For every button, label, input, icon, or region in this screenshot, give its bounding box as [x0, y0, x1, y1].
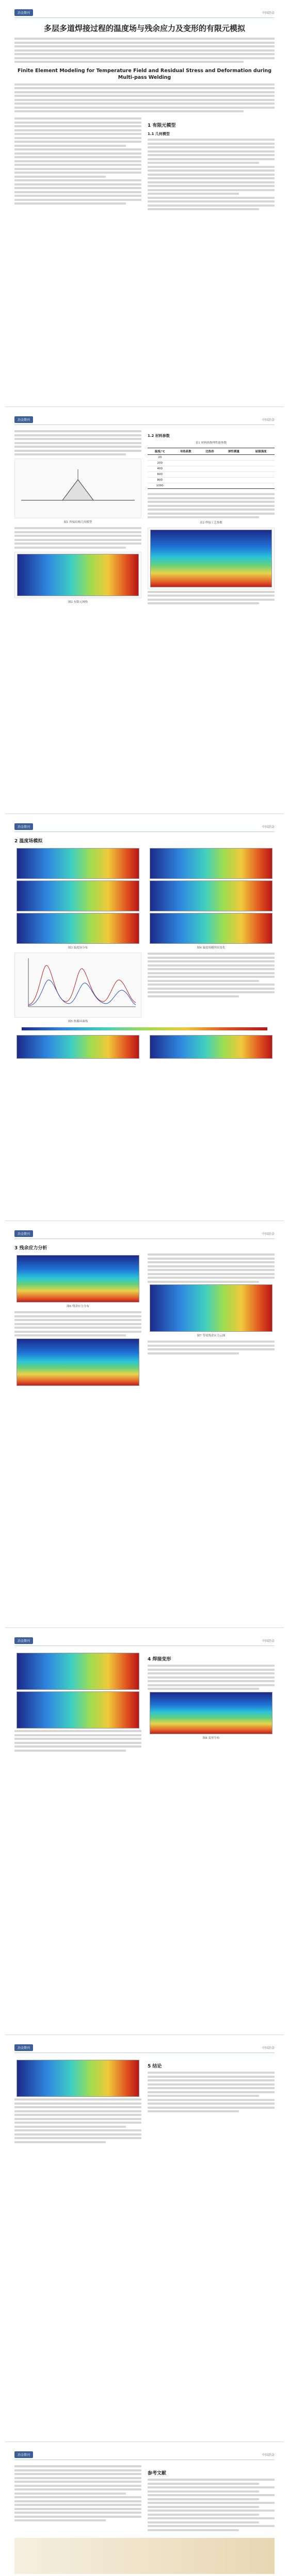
section-heading-2: 2 温度场模拟	[14, 839, 43, 844]
figure-5-caption: 图5 热循环曲线	[68, 1020, 88, 1023]
running-head-journal-7: 中国冶金	[262, 2453, 275, 2457]
running-head-2	[14, 416, 275, 425]
page-1	[5, 0, 284, 407]
table-1-header: 屈服强度	[247, 448, 275, 455]
running-head-journal-3: 中国冶金	[262, 825, 275, 829]
journal-logo-3: 冶金期刊	[14, 823, 33, 830]
temperature-contour-3d	[150, 530, 272, 587]
temp-contour-h	[150, 1035, 272, 1059]
figure-1-caption: 图1 焊接结构几何模型	[63, 521, 92, 524]
footer-banner	[14, 2538, 275, 2574]
column-right	[148, 117, 275, 212]
table-1-cell: 200	[148, 461, 172, 466]
temp-contour-c	[17, 913, 139, 944]
running-head-3	[14, 823, 275, 832]
table-1-cell	[220, 483, 248, 489]
table-1-cell	[247, 461, 275, 466]
table-1-cell	[199, 466, 220, 472]
figure-3d	[148, 528, 275, 589]
running-head-journal-4: 中国冶金	[262, 1232, 275, 1236]
table-1-cell	[199, 483, 220, 489]
page-3	[5, 814, 284, 1221]
deformation-contour-a	[150, 1692, 272, 1734]
table-1-cell	[247, 483, 275, 489]
stress-contour-a	[17, 1255, 139, 1302]
table-1-row	[148, 461, 275, 466]
table-1-cell	[220, 455, 248, 461]
figure-8-caption: 图8 变形分布	[202, 1736, 220, 1740]
table-1-row	[148, 483, 275, 489]
column-left-7	[14, 2465, 141, 2533]
table-1-cell: 600	[148, 472, 172, 478]
table-1-header: 比热容	[199, 448, 220, 455]
mesh-contour	[17, 554, 139, 596]
table-1-cell	[199, 478, 220, 483]
table-1-cell	[172, 461, 200, 466]
section-heading-1-2: 1.2 材料参数	[148, 434, 170, 438]
page-6	[5, 2035, 284, 2442]
table-1-cell	[172, 466, 200, 472]
table-1-cell	[220, 472, 248, 478]
column-right-3	[148, 846, 275, 1026]
journal-logo-7: 冶金期刊	[14, 2451, 33, 2458]
paper-title-cn: 多层多道焊接过程的温度场与残余应力及变形的有限元模拟	[43, 24, 245, 33]
figure-3-caption: 图3 温度场分布	[68, 946, 88, 950]
column-left-5	[14, 1651, 141, 1753]
table-1-cell: 400	[148, 466, 172, 472]
figure-6-caption: 图6 残余应力分布	[67, 1305, 89, 1308]
temp-contour-e	[150, 880, 272, 911]
stress-contour-d	[17, 1653, 139, 1690]
column-left-3	[14, 846, 141, 1026]
section-heading-4: 4 焊接变形	[148, 1657, 171, 1662]
table-1-cell: 1000	[148, 483, 172, 489]
thermal-cycle-chart	[15, 953, 141, 1015]
table-1-cell	[220, 466, 248, 472]
table-1-cell	[247, 478, 275, 483]
table-1-row	[148, 472, 275, 478]
section-heading-3: 3 残余应力分析	[14, 1246, 47, 1251]
table-1-cell	[172, 472, 200, 478]
temp-contour-f	[150, 913, 272, 944]
table-1-row	[148, 466, 275, 472]
geometry-diagram	[15, 459, 141, 516]
running-head-journal-2: 中国冶金	[262, 418, 275, 422]
column-right-6	[148, 2058, 275, 2145]
table-1-row	[148, 478, 275, 483]
column-left-2	[14, 430, 141, 607]
table-1-cell	[247, 472, 275, 478]
references-heading: 参考文献	[148, 2471, 167, 2476]
temp-contour-d	[150, 848, 272, 879]
stress-contour-c	[150, 1284, 272, 1332]
section-heading-1: 1 有限元模型	[148, 123, 176, 129]
table-1-cell	[199, 472, 220, 478]
page-4	[5, 1221, 284, 1628]
running-head-5	[14, 1637, 275, 1646]
running-head-7	[14, 2451, 275, 2460]
table-1-cell	[247, 466, 275, 472]
references	[148, 2465, 275, 2533]
running-head-journal-6: 中国冶金	[262, 2046, 275, 2050]
table-1-cell	[199, 461, 220, 466]
section-heading-1-1: 1.1 几何模型	[148, 132, 170, 137]
running-head-6	[14, 2044, 275, 2053]
temp-contour-g	[17, 1035, 139, 1059]
abstract-cn-text	[14, 38, 275, 63]
column-right-4	[148, 1253, 275, 1387]
figure-2-caption: 图2 有限元网格	[68, 600, 88, 604]
stress-contour-b	[17, 1338, 139, 1386]
journal-logo-4: 冶金期刊	[14, 1230, 33, 1237]
temp-contour-b	[17, 880, 139, 911]
table-1-row	[148, 455, 275, 461]
table-1-header: 温度/℃	[148, 448, 172, 455]
running-head-4	[14, 1230, 275, 1239]
table-1-cell	[247, 455, 275, 461]
journal-logo-5: 冶金期刊	[14, 1637, 33, 1644]
table-1-header: 导热系数	[172, 448, 200, 455]
figure-7-caption: 图7 等效残余应力云图	[197, 1334, 226, 1337]
table-1-cell	[199, 455, 220, 461]
running-head	[14, 9, 275, 18]
page-7	[5, 2442, 284, 2576]
page-5	[5, 1628, 284, 2035]
table-1-cell: 800	[148, 478, 172, 483]
deformation-contour-b	[17, 2060, 139, 2097]
stress-contour-e	[17, 1691, 139, 1728]
column-left-6	[14, 2058, 141, 2145]
journal-logo-2: 冶金期刊	[14, 416, 33, 423]
column-right-2	[148, 430, 275, 607]
table-1-cell: 20	[148, 455, 172, 461]
running-head-journal-5: 中国冶金	[262, 1639, 275, 1643]
page-2	[5, 407, 284, 814]
table-1-cell	[172, 483, 200, 489]
figure-1	[14, 459, 141, 518]
table-1-cell	[172, 455, 200, 461]
table-1-header: 弹性模量	[220, 448, 248, 455]
section-heading-5: 5 结论	[148, 2064, 162, 2069]
abstract-en-text	[14, 83, 275, 113]
table-1-cell	[220, 478, 248, 483]
column-left	[14, 117, 141, 212]
journal-logo-6: 冶金期刊	[14, 2044, 33, 2051]
journal-logo: 冶金期刊	[14, 9, 33, 16]
paper-title-en: Finite Element Modeling for Temperature Field and Residual Stress and Deformation during Multi-pass Welding	[18, 68, 271, 81]
table-1-cell	[220, 461, 248, 466]
running-head-journal: 中国冶金	[262, 11, 275, 15]
figure-2	[14, 552, 141, 598]
table-1	[148, 448, 275, 489]
figure-5	[14, 953, 141, 1018]
temp-contour-a	[17, 848, 139, 879]
column-right-5	[148, 1651, 275, 1753]
table-1-cell	[172, 478, 200, 483]
figure-4-caption: 图4 温度场随时间变化	[197, 946, 226, 950]
table-2-caption: 表2 焊接工艺参数	[200, 521, 222, 524]
table-1-caption: 表1 材料热物理性能参数	[195, 442, 227, 445]
column-left-4	[14, 1253, 141, 1387]
color-legend	[22, 1027, 267, 1030]
